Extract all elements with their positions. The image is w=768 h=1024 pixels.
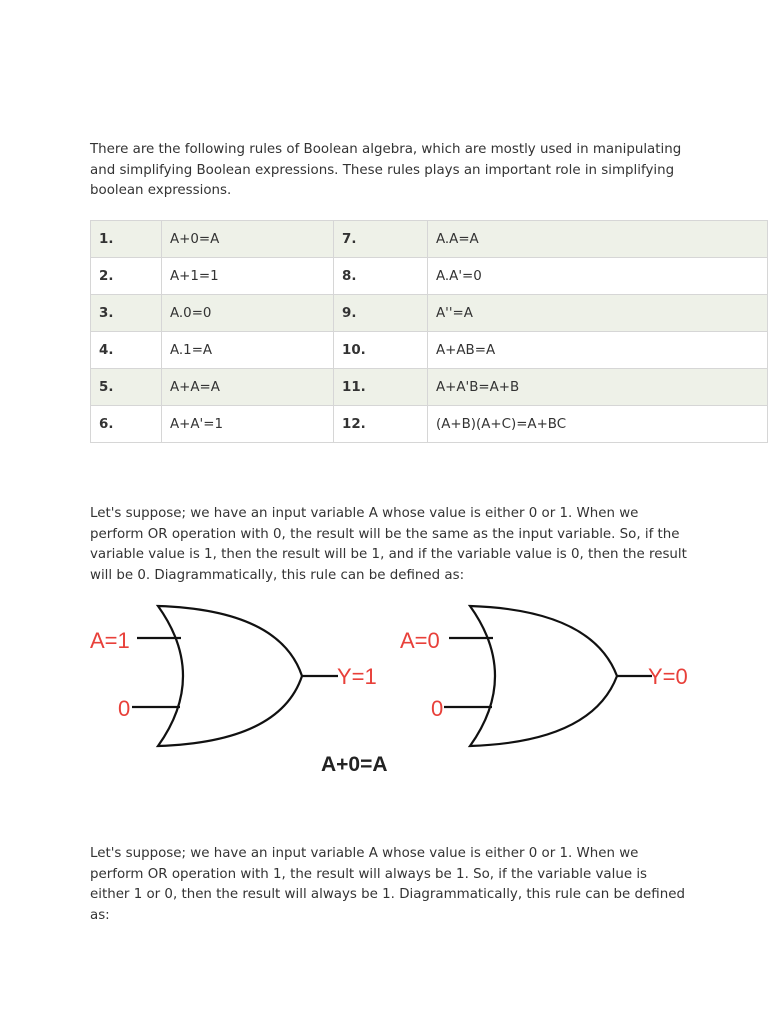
rule-one-paragraph: Let's suppose; we have an input variable A whose value is either 0 or 1. When we perform OR operation with 0, the result will be the same as the input variable. So, if the variable value is 1, then the result will be 1, and if the variable value is 0, then the result will be 0. Diagrammatically, this rule can be defined as: bbox=[90, 506, 687, 583]
gate-2-output-label: Y=0 bbox=[648, 664, 688, 689]
or-gate-2-body bbox=[470, 606, 617, 746]
table-row bbox=[91, 295, 768, 332]
table-row bbox=[91, 221, 768, 258]
rule-expression: A.1=A bbox=[162, 332, 334, 369]
rule-number: 11. bbox=[334, 369, 428, 406]
rule-number: 3. bbox=[91, 295, 162, 332]
rule-number: 9. bbox=[334, 295, 428, 332]
rule-number: 12. bbox=[334, 406, 428, 443]
rule-number: 8. bbox=[334, 258, 428, 295]
rule-expression: A''=A bbox=[428, 295, 768, 332]
gate-2-input-a-label: A=0 bbox=[400, 628, 440, 653]
intro-paragraph: There are the following rules of Boolean algebra, which are mostly used in manipulating and simplifying Boolean expressions. These rules plays an important role in simplifying boolean expressions. bbox=[90, 142, 682, 199]
rule-expression: A+AB=A bbox=[428, 332, 768, 369]
rule-expression: A.0=0 bbox=[162, 295, 334, 332]
diagram-caption: A+0=A bbox=[321, 753, 388, 776]
gate-1-input-b-label: 0 bbox=[118, 696, 131, 721]
rule-number: 1. bbox=[91, 221, 162, 258]
or-gate-diagram bbox=[80, 596, 720, 786]
rule-number: 5. bbox=[91, 369, 162, 406]
gate-2-input-b-label: 0 bbox=[431, 696, 444, 721]
table-row bbox=[91, 332, 768, 369]
boolean-rules-table bbox=[90, 220, 768, 443]
or-gate-1-body bbox=[158, 606, 302, 746]
gate-1-output-label: Y=1 bbox=[337, 664, 377, 689]
rule-number: 10. bbox=[334, 332, 428, 369]
rule-expression: A+0=A bbox=[162, 221, 334, 258]
or-gate-1 bbox=[90, 606, 377, 746]
rule-expression: A+A'=1 bbox=[162, 406, 334, 443]
rule-expression: (A+B)(A+C)=A+BC bbox=[428, 406, 768, 443]
rule-number: 4. bbox=[91, 332, 162, 369]
table-row bbox=[91, 258, 768, 295]
rule-expression: A+A=A bbox=[162, 369, 334, 406]
rule-expression: A+1=1 bbox=[162, 258, 334, 295]
or-gate-2 bbox=[400, 606, 688, 746]
rule-number: 7. bbox=[334, 221, 428, 258]
rule-expression: A+A'B=A+B bbox=[428, 369, 768, 406]
rule-number: 2. bbox=[91, 258, 162, 295]
rule-number: 6. bbox=[91, 406, 162, 443]
rule-expression: A.A=A bbox=[428, 221, 768, 258]
table-row bbox=[91, 406, 768, 443]
gate-1-input-a-label: A=1 bbox=[90, 628, 130, 653]
rule-expression: A.A'=0 bbox=[428, 258, 768, 295]
table-row bbox=[91, 369, 768, 406]
rule-two-paragraph: Let's suppose; we have an input variable A whose value is either 0 or 1. When we perform OR operation with 1, the result will always be 1. So, if the variable value is either 1 or 0, then the result will always be 1. Diagrammatically, this rule can be defined as: bbox=[90, 846, 685, 923]
